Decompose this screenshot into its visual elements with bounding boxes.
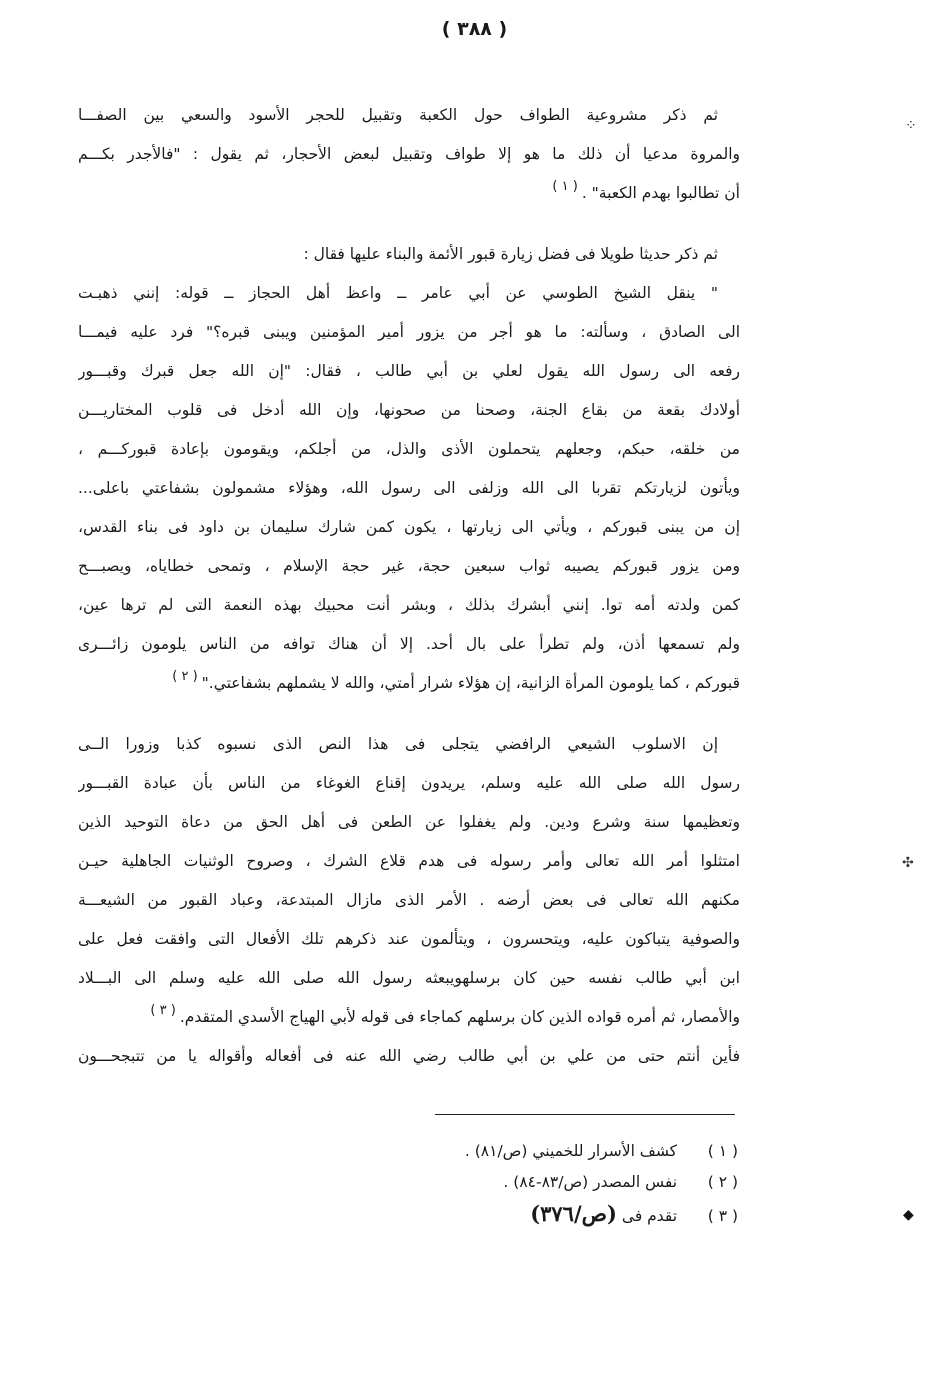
scan-speck-mark: ◆	[903, 1207, 914, 1223]
text-line: من خلقه، حبكم، وجعلهم يتحملون الأذى والذل، من أجلكم، ويقومون بإعادة قبوركـــم ،	[78, 440, 740, 458]
paragraph-2	[78, 235, 740, 703]
text-line-content: أن تطالبوا بهدم الكعبة" .	[581, 184, 740, 202]
footnote-text: نفس المصدر (ص/٨٣-٨٤) .	[503, 1173, 678, 1191]
text-line: " ينقل الشيخ الطوسي عن أبي عامر ــ واعظ أهل الحجاز ــ قوله: إنني ذهبـت	[78, 284, 718, 302]
text-line: فأين أنتم حتى من علي بن أبي طالب رضي الله عنه فى أفعاله وأقواله يا من تتبجحـــون	[78, 1047, 740, 1065]
footnote-ref-2: ( ٢ )	[172, 669, 198, 684]
footnote-number: ( ٢ )	[707, 1173, 738, 1191]
text-line: ثم ذكر مشروعية الطواف حول الكعبة وتقبيل للحجر الأسود والسعي بين الصفـــا	[78, 106, 718, 124]
footnote-text: كشف الأسرار للخميني (ص/٨١) .	[464, 1142, 678, 1160]
text-line: والمروة مدعيا أن ذلك ما هو إلا طواف وتقبيل لبعض الأحجار، ثم يقول : "فالأجدر بكـــم	[78, 145, 740, 163]
text-line: امتثلوا أمر الله تعالى وأمر رسوله فى هدم قلاع الشرك ، وصروح الوثنيات الجاهلية حيـن	[78, 852, 740, 870]
text-line	[78, 174, 740, 213]
text-line: والصوفية يتباكون عليه، ويتحسرون ، ويتألمون عند ذكرهم تلك الأفعال التى وافقت فعل على	[78, 930, 740, 948]
footnote-2	[360, 1167, 738, 1198]
paragraph-3	[78, 725, 740, 1076]
footnotes	[360, 1136, 738, 1229]
text-line: ثم ذكر حديثا طويلا فى فضل زيارة قبور الأئمة والبناء عليها فقال :	[303, 245, 718, 263]
text-line: إن الاسلوب الشيعي الرافضي يتجلى فى هذا النص الذى نسبوه كذبا وزورا الــى	[78, 735, 718, 753]
text-line: كمن ولدته أمه توا. إنني أبشرك بذلك ، وبشر أنت محبيك بهذه النعمة التى لم ترها عين،	[78, 596, 740, 614]
text-line: إن من يبنى قبوركم ، ويأتي الى زيارتها ، يكون كمن شارك سليمان بن داود فى بناء القدس،	[78, 518, 740, 536]
text-line: رسول الله صلى الله عليه وسلم، يريدون إقناع الغوغاء من الناس بأن عبادة القبـــور	[78, 774, 740, 792]
paragraph-1	[78, 96, 740, 213]
scan-speck-mark: ⁘	[905, 118, 917, 134]
text-line: وتعظيمها سنة وشرع ودين. ولم يغفلوا عن الطعن فى أهل الحق من دعاة التوحيد الذين	[78, 813, 740, 831]
footnote-text: تقدم فى	[621, 1207, 678, 1225]
text-line: ابن أبي طالب نفسه حين كان برسلهويبعثه رسول الله صلى الله عليه وسلم الى البـــلاد	[78, 969, 740, 987]
text-line	[78, 998, 740, 1037]
main-text	[78, 96, 740, 1076]
text-line-content: والأمصار، ثم أمره قواده الذين كان برسلهم كماجاء فى قوله لأبي الهياج الأسدي المتقدم.	[179, 1008, 740, 1026]
footnote-ref-1: ( ١ )	[552, 179, 578, 194]
handwritten-page-reference: (ص/٣٧٦)	[530, 1201, 617, 1226]
text-line	[78, 664, 740, 703]
text-line: ويأتون لزيارتكم تقربا الى الله وزلفى الى رسول الله، وهؤلاء مشمولون بشفاعتي باعلى...	[78, 479, 740, 497]
page-number: ( ٣٨٨ )	[441, 18, 508, 40]
footnote-ref-3: ( ٣ )	[150, 1003, 176, 1018]
text-line: ولم تسمعها أذن، ولم تطرأ على بال أحد. إلا أن هناك توافه من الناس يلومون زائـــرى	[78, 635, 740, 653]
text-line-content: قبوركم ، كما يلومون المرأة الزانية، إن هؤلاء شرار أمتي، والله لا يشملهم بشفاعتي."	[201, 674, 740, 692]
footnote-3	[360, 1198, 738, 1229]
text-line: الى الصادق ، وسألته: ما هو أجر من يزور أمير المؤمنين ويبنى قبره؟" فرد عليه فيمـــا	[78, 323, 740, 341]
footnote-number: ( ١ )	[707, 1142, 738, 1160]
footnote-number: ( ٣ )	[707, 1207, 738, 1225]
text-line: ومن يزور قبوركم يصيبه ثواب سبعين حجة، غير حجة الإسلام ، وتمحى خطاياه، ويصبـــح	[78, 557, 740, 575]
text-line: أولادك بقعة من بقاع الجنة، وصحنا من صحونها، وإن الله أدخل فى قلوب المختاريـــن	[78, 401, 740, 419]
footnote-1	[360, 1136, 738, 1167]
footnote-divider	[435, 1114, 735, 1115]
scan-speck-mark: ✣	[902, 855, 914, 871]
text-line: رفعه الى رسول الله يقول لعلي بن أبي طالب ، فقال: "إن الله جعل قبرك وقبـــور	[78, 362, 740, 380]
text-line: مكنهم الله تعالى فى بعض أرضه . الأمر الذى مازال المبتدعة، وعباد القبور من الشيعـــة	[78, 891, 740, 909]
